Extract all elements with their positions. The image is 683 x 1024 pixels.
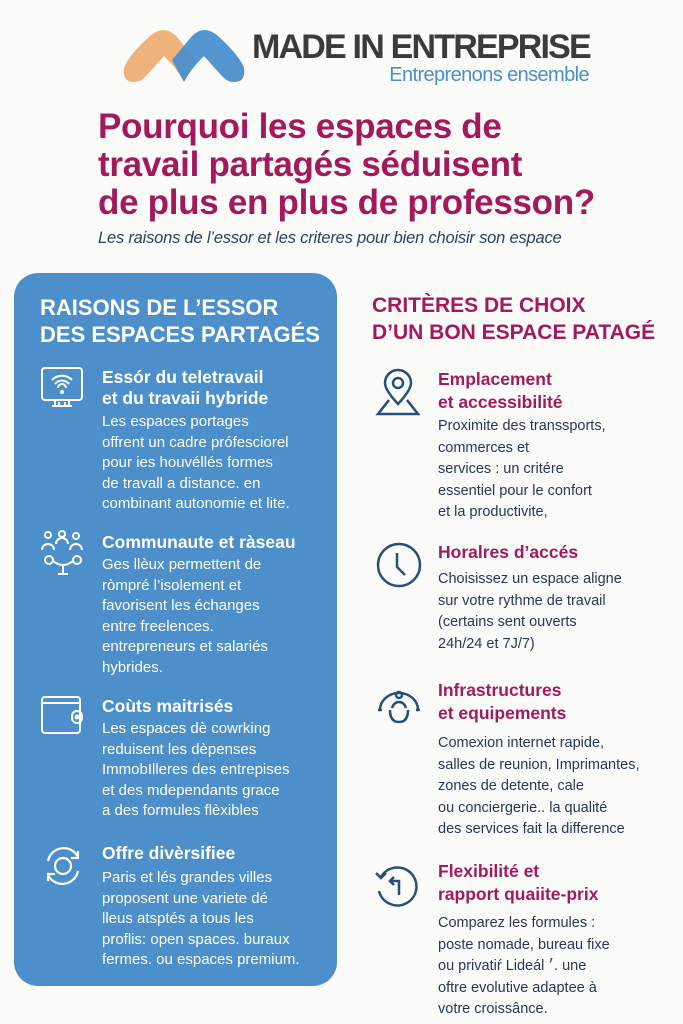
criterion-body: Choisissez un espace aligne sur votre rythme de travail (certains sent ouverts 24h/24 et 7J/7) — [438, 571, 622, 652]
criterion-title: Flexibilité et rapport quaiite-prix — [438, 861, 599, 904]
criterion-body: Comexion internet rapide, salles de reunion, Imprimantes, zones de detente, cale ou conciergerie.. la qualité des services fait la difference — [438, 735, 640, 837]
reason-body: Les espaces portages offrent un cadre prófesciorel pour ies houvéllés formes de travall a distance. en combinant autonomie et lite. — [102, 413, 290, 513]
flexible-arrow-icon — [373, 863, 419, 909]
criterion-body: Comparez les formules : poste nomade, bureau fixe ou privatiŕ Lideál ׳. une oftre evolutive adaptee à votre croissânce. — [438, 915, 610, 1017]
reasons-heading: RAISONS DE L’ESSOR DES ESPACES PARTAGÉS — [40, 295, 320, 347]
community-network-icon — [40, 530, 86, 576]
reason-title: Essór du teletravail et du travaii hybride — [102, 367, 269, 408]
criterion-title: Infrastructures et equipements — [438, 680, 567, 723]
page-title: Pourquoi les espaces de travail partagés séduisent de plus en plus de professon? — [98, 107, 595, 222]
support-headset-icon — [376, 688, 422, 728]
criterion-title: Horalres d’accés — [438, 542, 579, 562]
page-subtitle: Les raisons de l’essor et les criteres pour bien choisir son espace — [98, 229, 562, 247]
wallet-icon — [40, 695, 86, 737]
monitor-wifi-icon — [40, 366, 84, 412]
criterion-body: Proximite des transsports, commerces et services : un critére essentiel pour le confort et la productivite, — [438, 418, 606, 520]
brand-logo-icon — [120, 26, 248, 88]
criteria-heading: CRITÈRES DE CHOIX D’UN BON ESPACE PATAGÉ — [372, 294, 656, 344]
refresh-cycle-icon — [40, 843, 86, 889]
reason-body: Les espaces dè cowrking reduisent les dèpenses ImmobIlleres des entrepises et des mdependants grace a des formules flèxibles — [102, 720, 290, 820]
location-pin-icon — [375, 368, 421, 418]
reason-title: Offre divèrsifiee — [102, 843, 236, 863]
criterion-title: Emplacement et accessibilité — [438, 369, 563, 412]
reason-title: Communaute et ràseau — [102, 532, 296, 552]
reason-body: Paris et lés grandes villes proposent une variete dé lleus atsptés a tous les proflis: open spaces. buraux fermes. ou espaces premium. — [102, 869, 300, 969]
reason-body: Ges llèux permettent de ròmpré l’isolement et favorisent les échanges entre freelences. entrepreneurs et salariés hybrides. — [102, 556, 268, 676]
reason-title: Coùts maitrisés — [102, 696, 234, 716]
brand-name: MADE IN ENTREPRISE — [252, 28, 590, 66]
clock-icon — [375, 541, 423, 589]
brand-tagline: Entreprenons ensemble — [389, 64, 589, 86]
